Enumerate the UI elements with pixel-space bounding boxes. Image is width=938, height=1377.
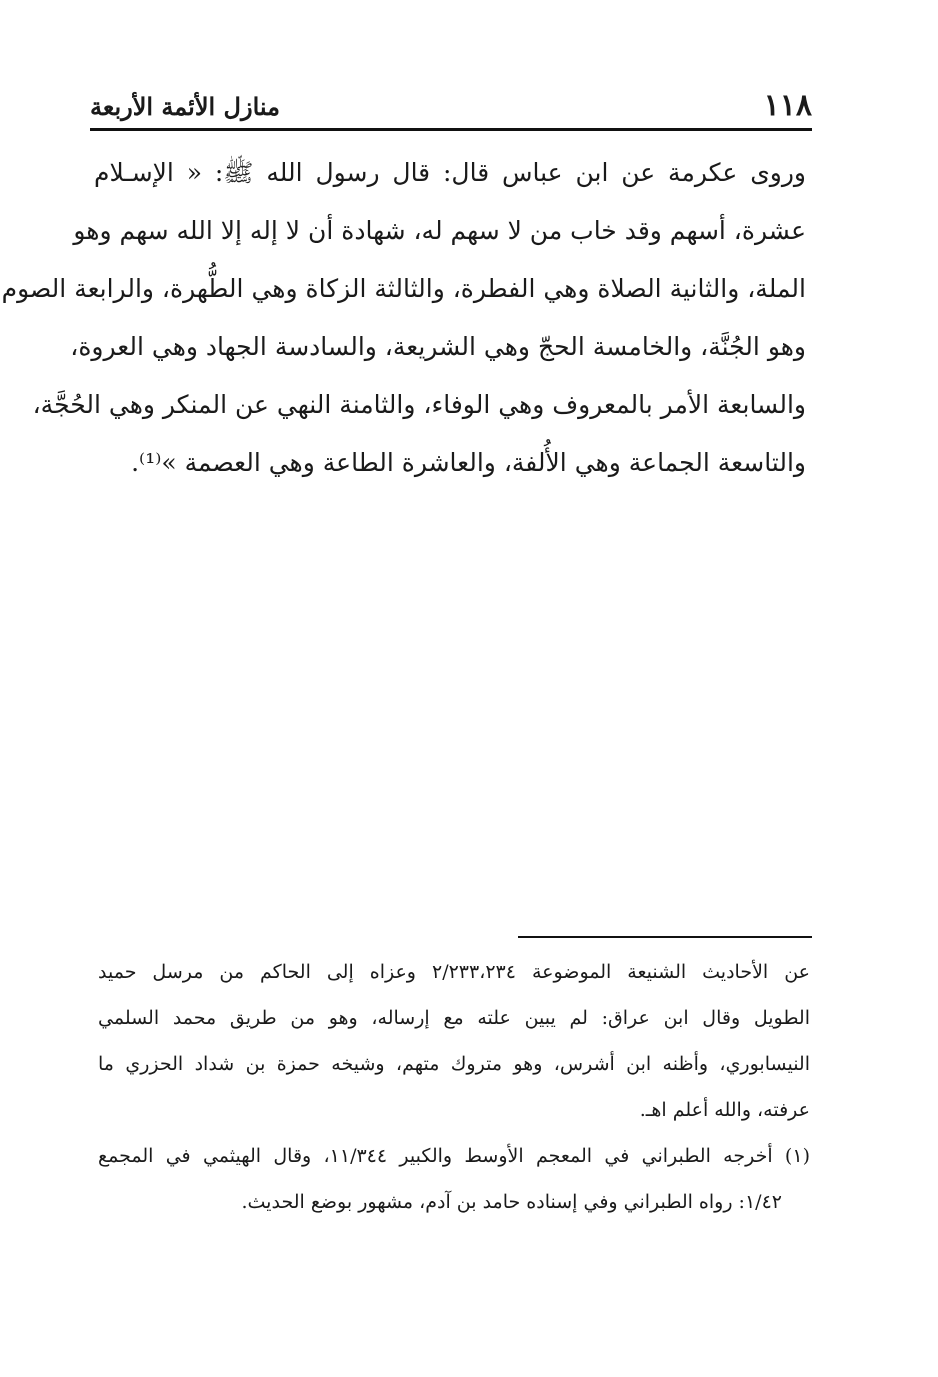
page-number: ١١٨ — [763, 88, 812, 123]
footnote-continuation-line: النيسابوري، وأظنه ابن أشرس، وهو متروك متهم، وشيخه حمزة بن شداد الحزري ما — [98, 1053, 810, 1075]
body-line: عشرة، أسهم وقد خاب من لا سهم له، شهادة أن لا إله إلا الله سهم وهو — [73, 216, 806, 245]
footnote-1-line: ١/٤٢: رواه الطبراني وفي إسناده حامد بن آدم، مشهور بوضع الحديث. — [241, 1191, 782, 1213]
body-line: والسابعة الأمر بالمعروف وهي الوفاء، والثامنة النهي عن المنكر وهي الحُجَّة، — [32, 390, 806, 419]
footnote-1-line: (١) أخرجه الطبراني في المعجم الأوسط والكبير ١١/٣٤٤، وقال الهيثمي في المجمع — [98, 1145, 810, 1167]
footnote-continuation-line: عرفته، والله أعلم اهـ. — [639, 1099, 810, 1121]
body-line: الملة، والثانية الصلاة وهي الفطرة، والثالثة الزكاة وهي الطُّهرة، والرابعة الصوم — [1, 274, 806, 303]
body-line: وهو الجُنَّة، والخامسة الحجّ وهي الشريعة، والسادسة الجهاد وهي العروة، — [70, 332, 806, 361]
page-header — [90, 84, 812, 128]
footnote-continuation-line: الطويل وقال ابن عراق: لم يبين علته مع إرساله، وهو من طريق محمد السلمي — [98, 1007, 810, 1029]
body-line: وروى عكرمة عن ابن عباس قال: قال رسول الله ﷺ: « الإسـلام — [94, 158, 806, 187]
running-title: منازل الأئمة الأربعة — [90, 92, 280, 121]
main-text — [1, 148, 806, 496]
header-rule — [90, 128, 812, 131]
body-line: والتاسعة الجماعة وهي الأُلفة، والعاشرة الطاعة وهي العصمة »⁽¹⁾. — [131, 448, 806, 477]
footnotes — [98, 950, 810, 1226]
footnote-rule — [518, 936, 812, 938]
footnote-continuation-line: عن الأحاديث الشنيعة الموضوعة ٢/٢٣٣،٢٣٤ وعزاه إلى الحاكم من مرسل حميد — [98, 961, 810, 983]
